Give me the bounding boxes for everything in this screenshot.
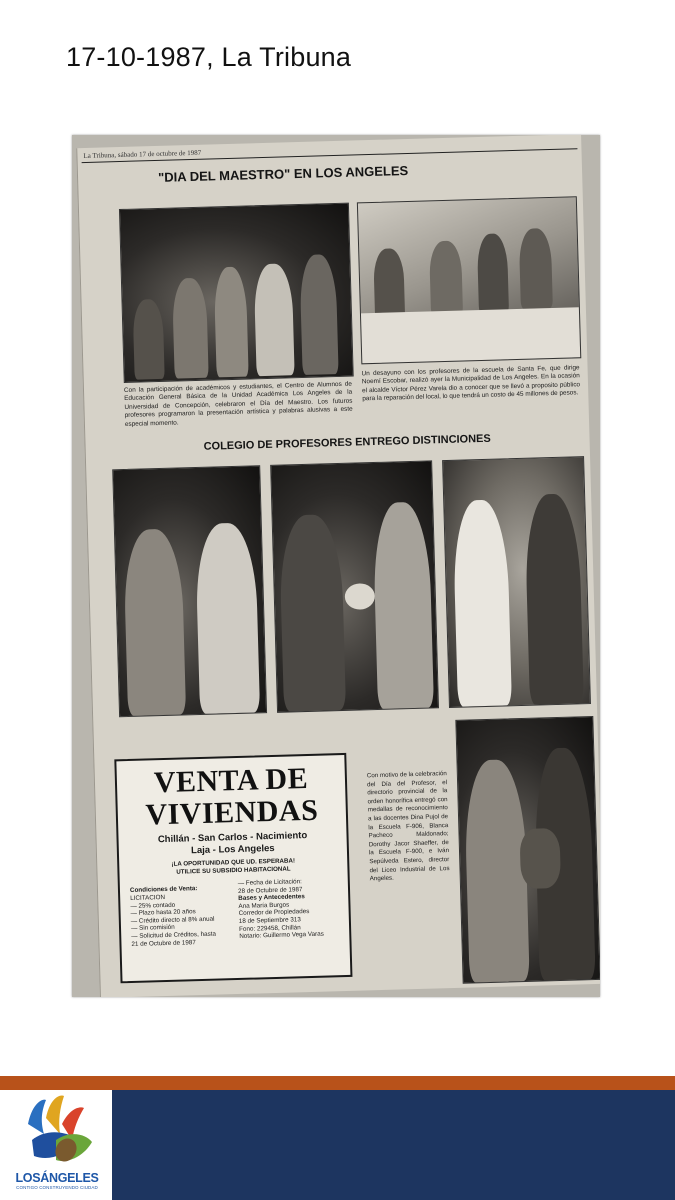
caption-audience: Con la participación de académicos y estudiantes, el Centro de Alumnos de Educación General Básica de la Unidad Académica Los Angeles de la Universidad de Concepción, celebraron el Día del Maestro. Los futuros profesores programaron la presentación artística y palabras alusivas a este especial momento. <box>123 380 353 428</box>
footer-blue-bar <box>112 1090 675 1200</box>
photo-award-3 <box>442 456 591 708</box>
masthead: La Tribuna, sábado 17 de octubre de 1987 <box>83 148 202 161</box>
photo-award-2 <box>270 460 439 712</box>
caption-distinciones: Con motivo de la celebración del Día del Profesor, el directorio provincial de la orden honorífica entregó con medallas de reconocimiento a las docentes Dina Pujol de la Escuela F-906, Blanca Pacheco Maldonado; Dorothy Jacor Shaeffer, de la Escuela F-900, e Iván Sepúlveda Estero, director del Liceo Industrial de Los Angeles. <box>366 770 450 883</box>
caption-breakfast: Un desayuno con los profesores de la escuela de Santa Fe, que dirige Noemí Escobar, realizó ayer la Municipalidad de Los Angeles. En la ocasión el alcalde Víctor Pérez Varela dio a conocer que se llevó a proposito público para la reparación del local, lo que tendrá un costo de 45 millones de pesos. <box>361 364 581 403</box>
ad-cities-line2: Laja - Los Angeles <box>190 842 275 857</box>
ad-slogan-line1: ¡LA OPORTUNIDAD QUE UD. ESPERABA! <box>171 857 296 868</box>
ad-info-item: — Fecha de Licitación: <box>237 878 302 887</box>
ad-condition-item: 21 de Octubre de 1987 <box>131 938 196 948</box>
footer-accent-bar <box>0 1076 675 1090</box>
ad-condition-item: — Sin comisión <box>130 924 175 933</box>
ad-condition-item: — Solicitud de Créditos, hasta <box>131 930 217 940</box>
newspaper-clipping <box>72 135 600 997</box>
municipality-logo-icon <box>20 1094 98 1170</box>
ad-condition-item: LICITACION <box>130 894 166 903</box>
ad-info-item: 18 de Septiembre 313 <box>238 916 301 925</box>
headline-distinciones: COLEGIO DE PROFESORES ENTREGO DISTINCIONES <box>203 432 491 453</box>
ad-info-list <box>238 877 346 941</box>
photo-breakfast <box>357 196 581 364</box>
ad-slogan-line2: UTILICE SU SUBSIDIO HABITACIONAL <box>176 865 291 876</box>
ad-conditions-title: Condiciones de Venta: <box>129 885 198 895</box>
ad-info-item: 28 de Octubre de 1987 <box>237 885 303 895</box>
slide-title: 17-10-1987, La Tribuna <box>66 42 352 72</box>
ad-info-item: Notario: Guillermo Vega Varas <box>239 930 324 941</box>
headline-dia-del-maestro: "DIA DEL MAESTRO" EN LOS ANGELES <box>157 162 409 185</box>
photo-award-4 <box>455 716 600 984</box>
ad-condition-item: — Crédito directo al 8% anual <box>130 915 215 925</box>
logo-wordmark: LOSÁNGELES <box>15 1171 99 1185</box>
ad-title-line1: VENTA DE <box>153 761 309 800</box>
logo-tagline: CONTIGO CONSTRUYENDO CIUDAD <box>16 1185 98 1190</box>
ad-title-line2: VIVIENDAS <box>144 793 319 832</box>
ad-info-item: Fono: 229458, Chillán <box>238 923 301 933</box>
photo-award-1 <box>112 465 267 717</box>
ad-conditions-list <box>130 892 231 948</box>
ad-info-item: Ana María Burgos <box>238 901 290 910</box>
ad-condition-item: — Plazo hasta 20 años <box>130 908 196 918</box>
ad-info-item: Bases y Antecedentes <box>238 893 305 903</box>
photo-audience <box>119 203 354 383</box>
ad-cities-line1: Chillán - San Carlos - Nacimiento <box>157 830 308 846</box>
housing-sale-ad <box>114 753 352 983</box>
ad-condition-item: — 25% contado <box>130 901 176 910</box>
ad-info-item: Corredor de Propiedades <box>238 908 310 918</box>
newspaper-page <box>76 135 600 997</box>
